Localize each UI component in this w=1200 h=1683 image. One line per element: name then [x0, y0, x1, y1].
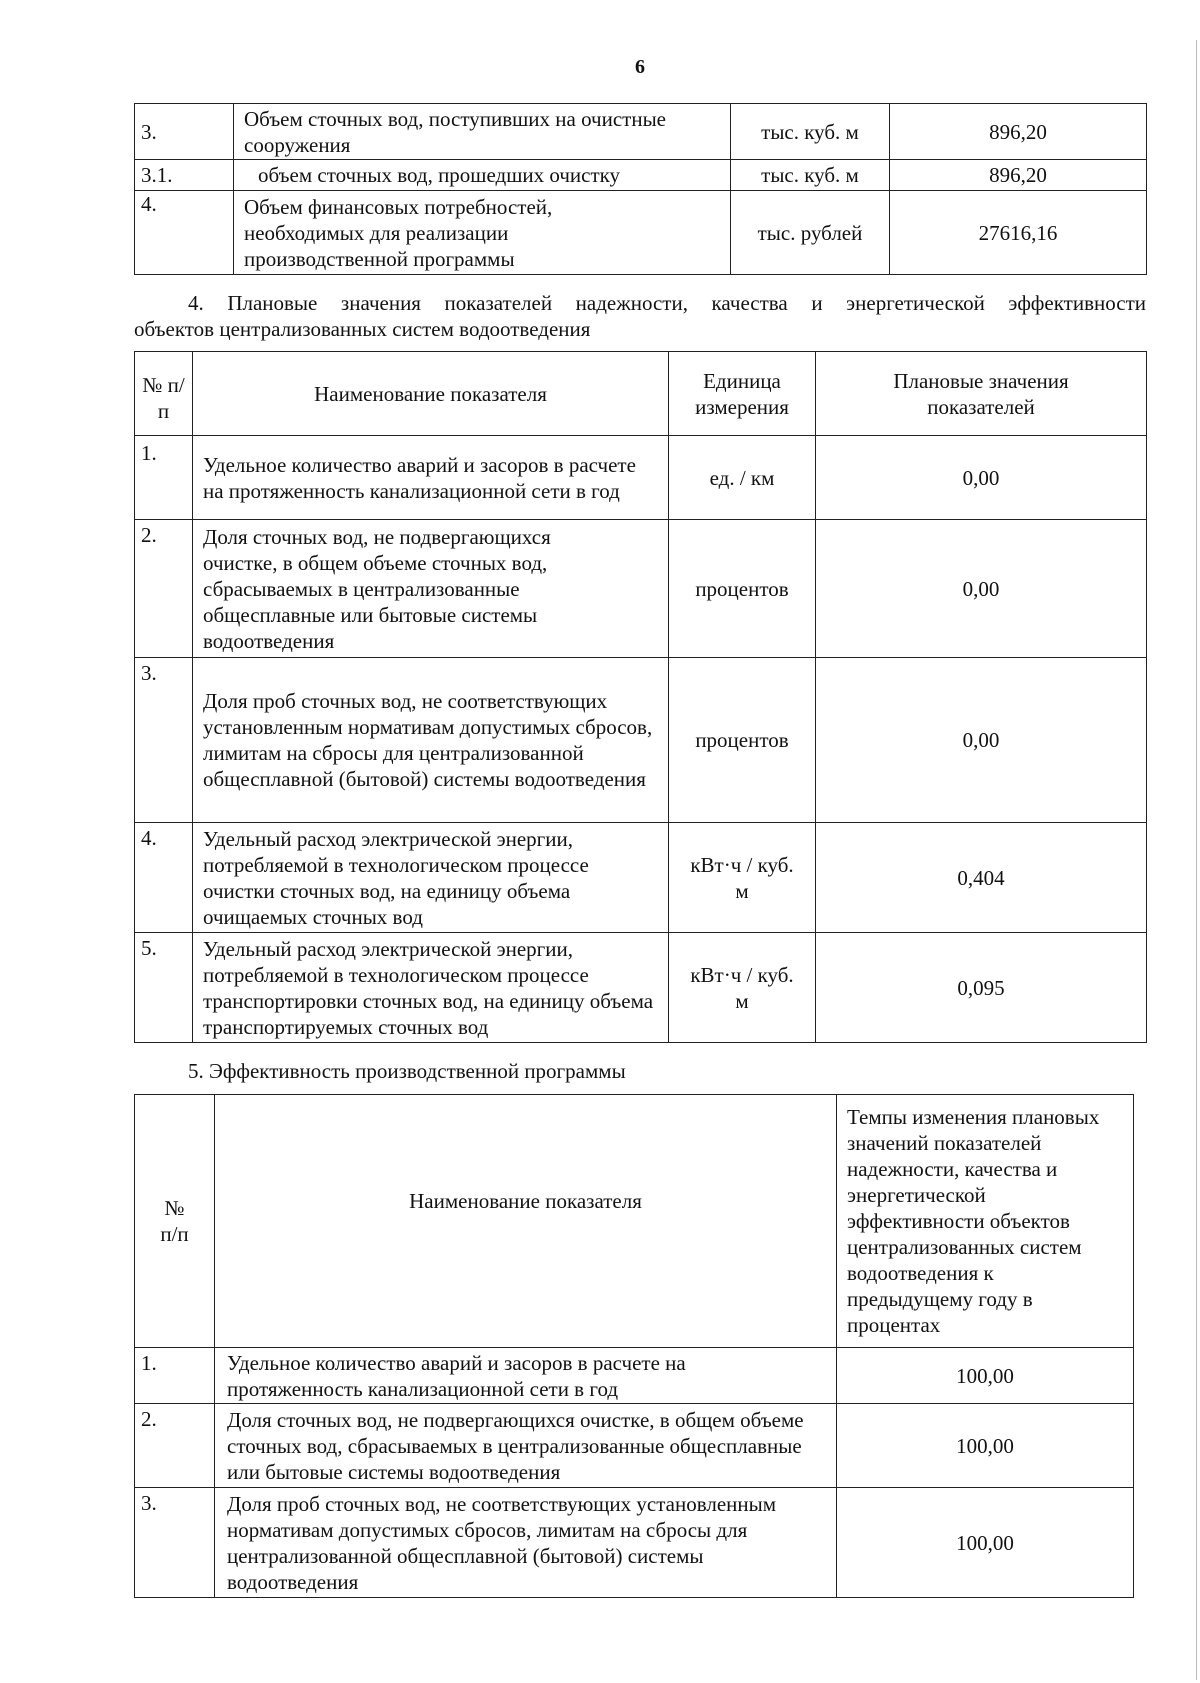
header-planned-values: Плановые значения показателей [816, 352, 1147, 436]
unit: тыс. куб. м [731, 160, 890, 191]
unit: процентов [669, 520, 816, 658]
header-number: № п/п [135, 1095, 215, 1348]
value: 896,20 [890, 160, 1147, 191]
table-row [135, 823, 1147, 933]
table-header-row [135, 352, 1147, 436]
indicator-name: Удельное количество аварий и засоров в расчете на протяженность канализационной сети в год [193, 436, 669, 520]
table-row [135, 191, 1147, 275]
section-4-heading-line-2: объектов централизованных систем водоотведения [134, 317, 591, 341]
indicator-name: Удельный расход электрической энергии, потребляемой в технологическом процессе очистки сточных вод, на единицу объема очищаемых сточных вод [193, 823, 669, 933]
table-row [135, 658, 1147, 823]
value: 100,00 [837, 1488, 1134, 1598]
value: 0,404 [816, 823, 1147, 933]
value: 100,00 [837, 1348, 1134, 1404]
value: 27616,16 [890, 191, 1147, 275]
table-row [135, 1488, 1134, 1598]
indicator-name: Доля сточных вод, не подвергающихся очистке, в общем объеме сточных вод, сбрасываемых в централизованные общесплавные или бытовые системы водоотведения [193, 520, 669, 658]
indicator-name: Доля проб сточных вод, не соответствующих установленным нормативам допустимых сбросов, лимитам на сбросы для централизованной общесплавной (бытовой) системы водоотведения [215, 1488, 837, 1598]
header-number: № п/п [135, 352, 193, 436]
row-number: 1. [135, 1348, 215, 1404]
row-number: 4. [135, 191, 234, 275]
row-number: 3. [135, 658, 193, 823]
indicator-name: Удельное количество аварий и засоров в расчете на протяженность канализационной сети в год [215, 1348, 837, 1404]
section-5-heading: 5. Эффективность производственной программы [188, 1059, 626, 1083]
scan-edge-line [1196, 40, 1197, 1680]
row-number: 3.1. [135, 160, 234, 191]
row-number: 2. [135, 1404, 215, 1488]
value: 896,20 [890, 104, 1147, 160]
header-change-rate: Темпы изменения плановых значений показателей надежности, качества и энергетической эффективности объектов централизованных систем водоотведения к предыдущему году в процентах [837, 1095, 1134, 1348]
row-number: 3. [135, 104, 234, 160]
unit: процентов [669, 658, 816, 823]
production-volume-table [134, 103, 1147, 275]
table-row [135, 1404, 1134, 1488]
row-number: 3. [135, 1488, 215, 1598]
unit: кВт·ч / куб. м [669, 933, 816, 1043]
section-4-heading [134, 290, 1146, 342]
table-header-row [135, 1095, 1134, 1348]
table-row [135, 1348, 1134, 1404]
indicator-name: Удельный расход электрической энергии, потребляемой в технологическом процессе транспортировки сточных вод, на единицу объема транспортируемых сточных вод [193, 933, 669, 1043]
value: 0,00 [816, 520, 1147, 658]
row-number: 1. [135, 436, 193, 520]
unit: кВт·ч / куб. м [669, 823, 816, 933]
program-efficiency-table [134, 1094, 1134, 1598]
indicator-name: Объем сточных вод, поступивших на очистные сооружения [234, 104, 731, 160]
planned-indicators-table [134, 351, 1147, 1043]
table-row [135, 160, 1147, 191]
table-row [135, 436, 1147, 520]
value: 0,095 [816, 933, 1147, 1043]
section-4-heading-line-1: 4. Плановые значения показателей надежности, качества и энергетической эффективности [188, 291, 1146, 315]
value: 0,00 [816, 436, 1147, 520]
page-number: 6 [635, 56, 645, 78]
row-number: 5. [135, 933, 193, 1043]
header-indicator-name: Наименование показателя [193, 352, 669, 436]
value: 0,00 [816, 658, 1147, 823]
unit: тыс. рублей [731, 191, 890, 275]
table-row [135, 933, 1147, 1043]
table-row [135, 520, 1147, 658]
row-number: 4. [135, 823, 193, 933]
header-indicator-name: Наименование показателя [215, 1095, 837, 1348]
indicator-name: Доля сточных вод, не подвергающихся очистке, в общем объеме сточных вод, сбрасываемых в централизованные общесплавные или бытовые системы водоотведения [215, 1404, 837, 1488]
table-row [135, 104, 1147, 160]
unit: ед. / км [669, 436, 816, 520]
indicator-name: объем сточных вод, прошедших очистку [234, 160, 731, 191]
indicator-name: Объем финансовых потребностей, необходимых для реализации производственной программы [234, 191, 731, 275]
indicator-name: Доля проб сточных вод, не соответствующих установленным нормативам допустимых сбросов, лимитам на сбросы для централизованной общесплавной (бытовой) системы водоотведения [193, 658, 669, 823]
unit: тыс. куб. м [731, 104, 890, 160]
header-unit: Единица измерения [669, 352, 816, 436]
row-number: 2. [135, 520, 193, 658]
value: 100,00 [837, 1404, 1134, 1488]
